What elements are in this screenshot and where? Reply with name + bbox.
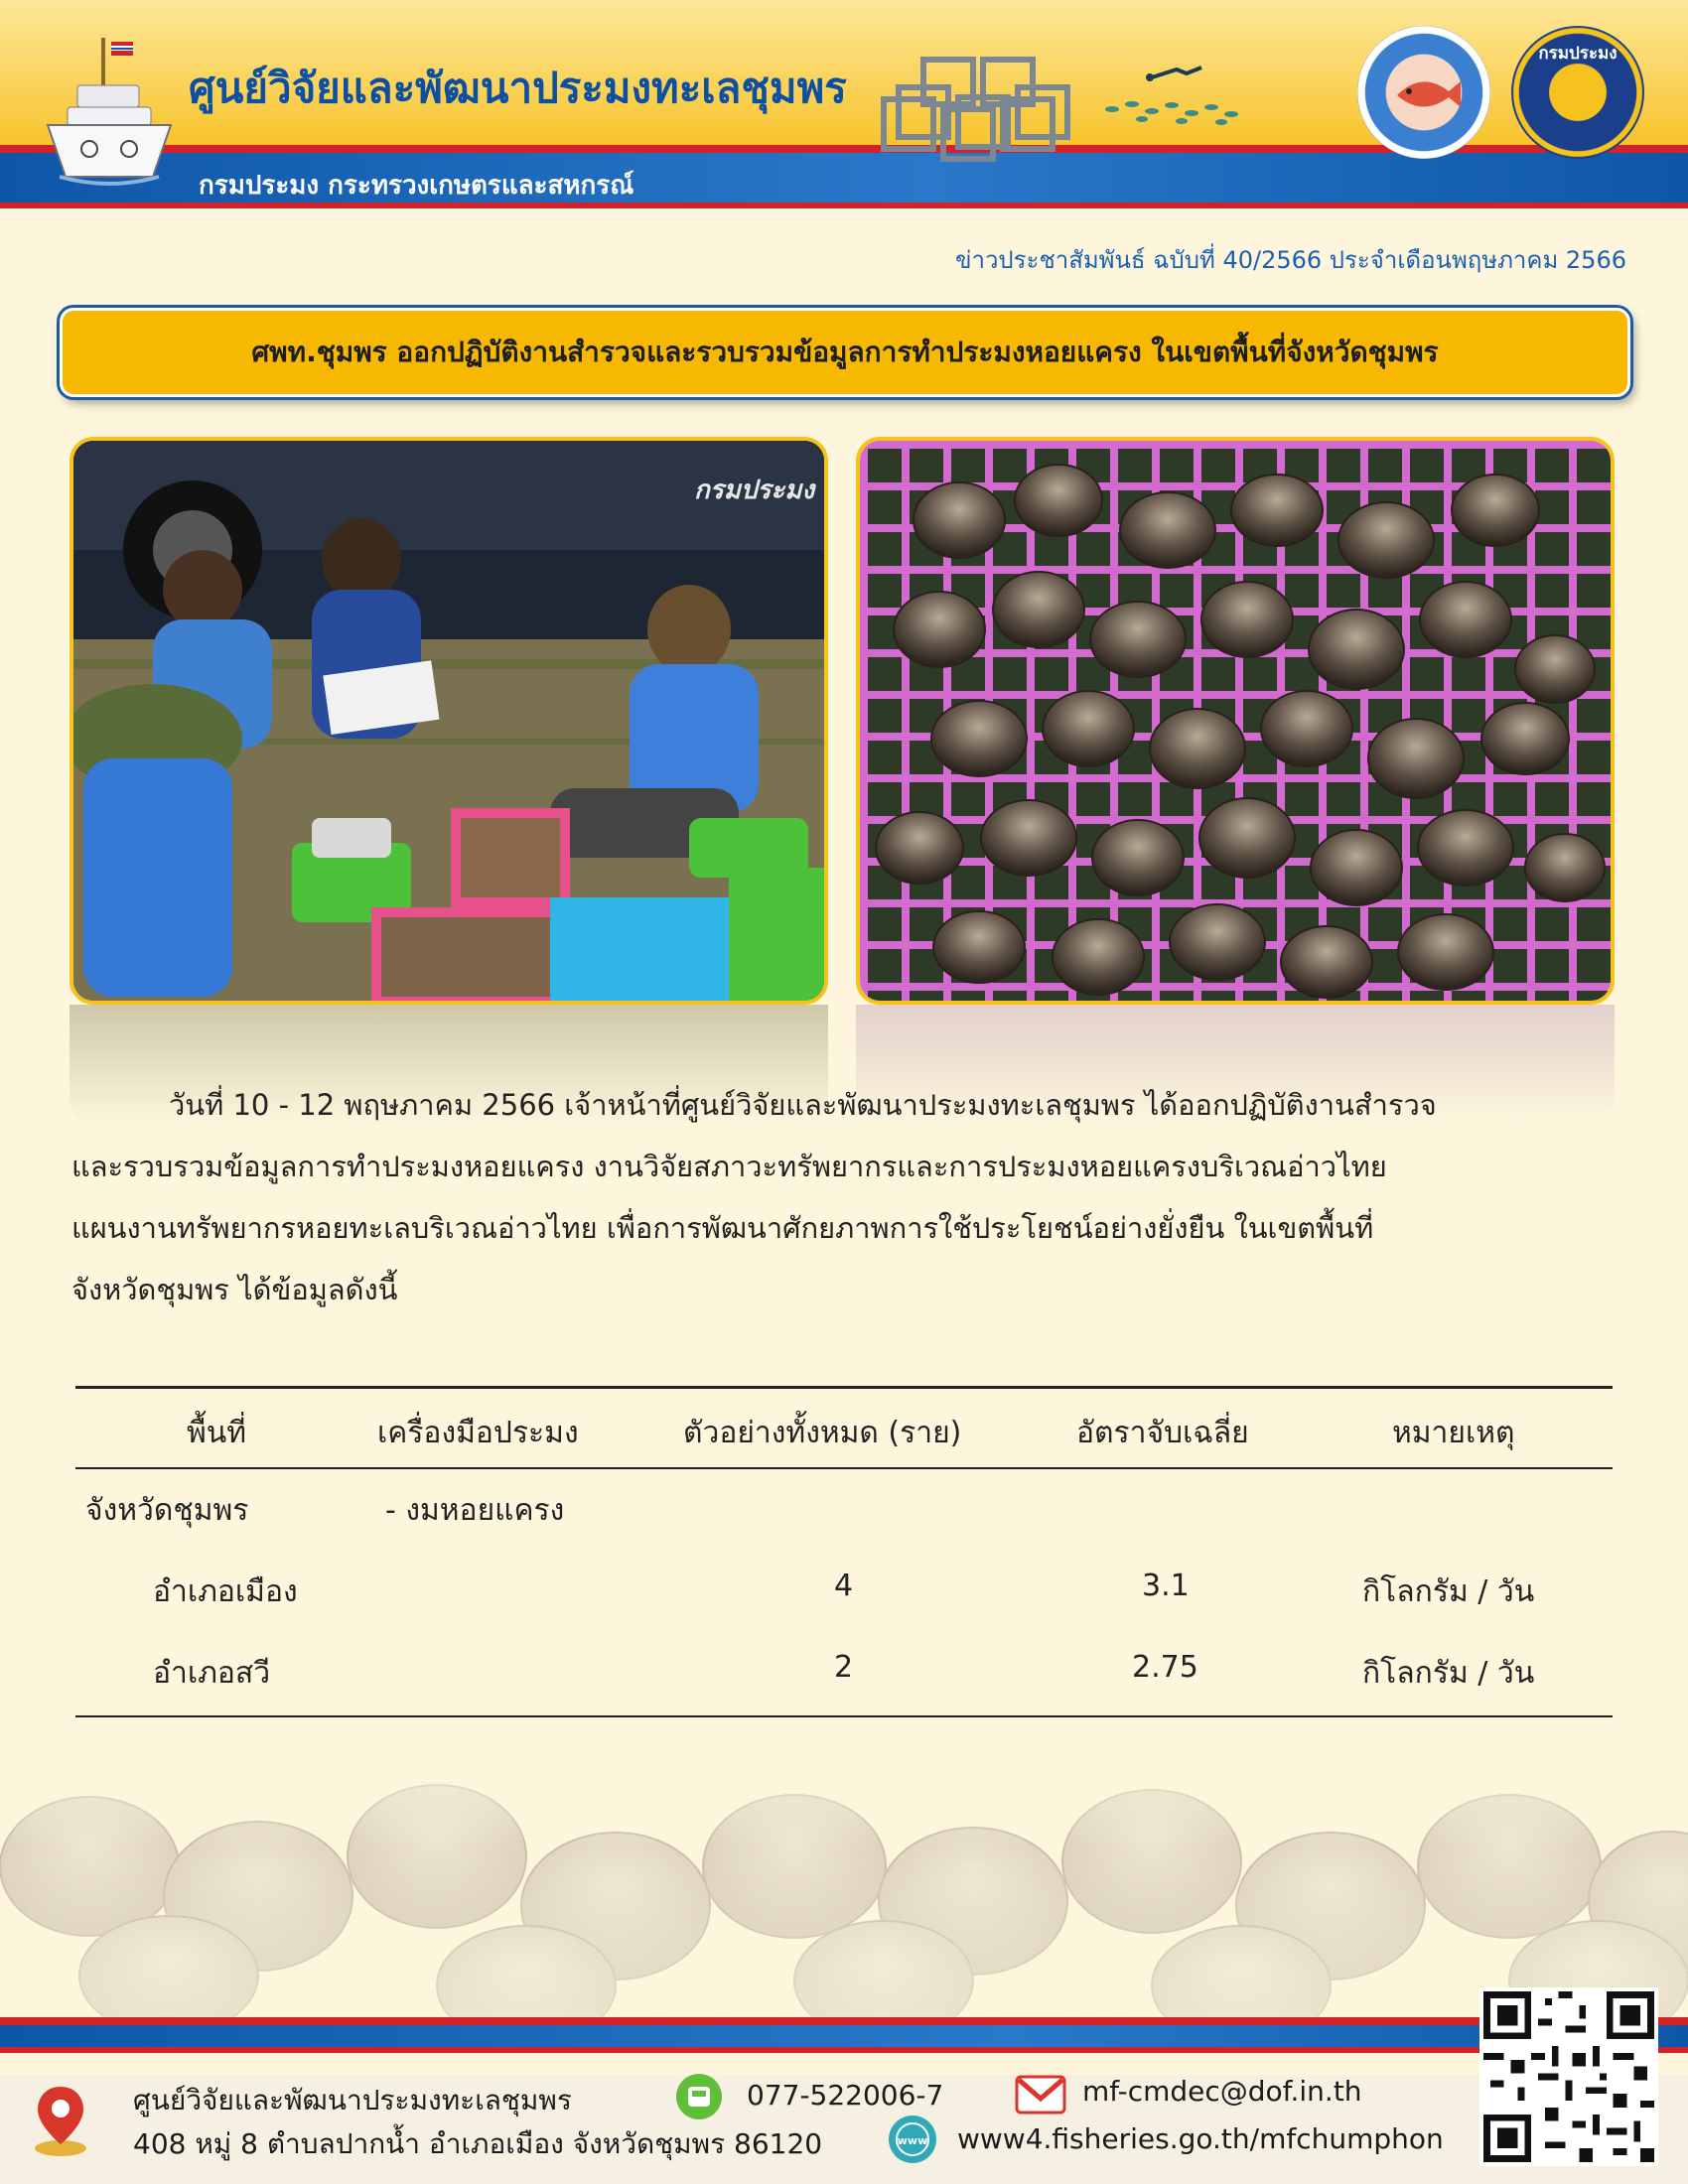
row-2-area: อำเภอสวี [153,1656,271,1691]
header-gear: เครื่องมือประมง [377,1416,579,1450]
catch-data-table [75,1386,1613,1723]
header-samples: ตัวอย่างทั้งหมด (ราย) [683,1416,962,1450]
body-line-4: จังหวัดชุมพร ได้ข้อมูลดังนี้ [71,1273,398,1306]
photo-blood-cockles [856,437,1615,1005]
gear-cell: - งมหอยแครง [385,1493,565,1528]
artificial-reef-cubes-graphic [874,50,1092,179]
row-2-samples: 2 [834,1650,854,1685]
dof-logo-text: กรมประมง [1538,44,1618,64]
footer-red-stripe [0,2017,1688,2025]
truck-text: กรมประมง [694,476,815,505]
issue-line: ข่าวประชาสัมพันธ์ ฉบับที่ 40/2566 ประจำเดือนพฤษภาคม 2566 [955,246,1626,274]
photo-survey-team [70,437,828,1005]
row-1-rate: 3.1 [1142,1569,1190,1603]
fisheries-center-logo [1357,26,1490,159]
table-header-rule [75,1467,1613,1469]
header-area: พื้นที่ [187,1416,247,1450]
map-pin-icon [32,2083,89,2158]
row-1-area: อำเภอเมือง [153,1574,298,1609]
ship-icon [40,28,179,197]
footer-email[interactable]: mf-cmdec@dof.in.th [1082,2075,1362,2108]
cockle-shells-illustration [860,441,1611,1001]
body-line-2: และรวบรวมข้อมูลการทำประมงหอยแครง งานวิจัยสภาวะทรัพยากรและการประมงหอยแครงบริเวณอ่าวไทย [71,1150,1387,1183]
header-org-name: ศูนย์วิจัยและพัฒนาประมงทะเลชุมพร [189,64,847,112]
row-2-note: กิโลกรัม / วัน [1362,1656,1535,1691]
red-fish-icon [1357,26,1490,159]
table-bottom-rule [75,1715,1613,1717]
body-line-3: แผนงานทรัพยากรหอยทะเลบริเวณอ่าวไทย เพื่อการพัฒนาศักยภาพการใช้ประโยชน์อย่างยั่งยืน ในเขตพื้นที่ [71,1211,1374,1245]
page-header [0,0,1688,223]
headline-text: ศพท.ชุมพร ออกปฏิบัติงานสำรวจและรวบรวมข้อมูลการทำประมงหอยแครง ในเขตพื้นที่จังหวัดชุมพร [251,336,1439,368]
row-2-rate: 2.75 [1132,1650,1198,1685]
footer-org-name: ศูนย์วิจัยและพัฒนาประมงทะเลชุมพร [133,2084,572,2116]
department-of-fisheries-logo [1511,26,1644,159]
footer-blue-band [0,2025,1688,2047]
table-top-rule [75,1386,1613,1389]
diver-and-fish-graphic [1092,60,1251,129]
header-rate: อัตราจับเฉลี่ย [1076,1416,1249,1450]
row-1-samples: 4 [834,1569,854,1603]
qr-code[interactable] [1479,1987,1658,2166]
email-icon [1015,2075,1066,2115]
footer-address: 408 หมู่ 8 ตำบลปากน้ำ อำเภอเมือง จังหวัดชุมพร 86120 [133,2127,823,2160]
body-line-1 [71,1074,1620,1136]
globe-icon [888,2115,937,2164]
footer-website[interactable]: www4.fisheries.go.th/mfchumphon [957,2122,1444,2155]
phone-icon [675,2073,723,2120]
footer-red-stripe-lower [0,2047,1688,2053]
survey-team-illustration [73,441,824,1001]
globe-www-label: www [897,2134,928,2147]
province-cell: จังหวัดชุมพร [85,1493,249,1528]
headline-box [60,308,1630,397]
footer-phone[interactable]: 077-522006-7 [747,2079,944,2112]
row-1-note: กิโลกรัม / วัน [1362,1574,1535,1609]
body-line-1-text: วันที่ 10 - 12 พฤษภาคม 2566 เจ้าหน้าที่ศูนย์วิจัยและพัฒนาประมงทะเลชุมพร ได้ออกปฏิบัติงานสำรวจ [169,1088,1437,1122]
body-paragraph [71,1074,1620,1320]
decorative-shells-band [0,1727,1688,2025]
header-note: หมายเหตุ [1392,1416,1515,1450]
qr-code-graphic [1483,1991,1654,2162]
header-ministry: กรมประมง กระทรวงเกษตรและสหกรณ์ [199,171,634,201]
